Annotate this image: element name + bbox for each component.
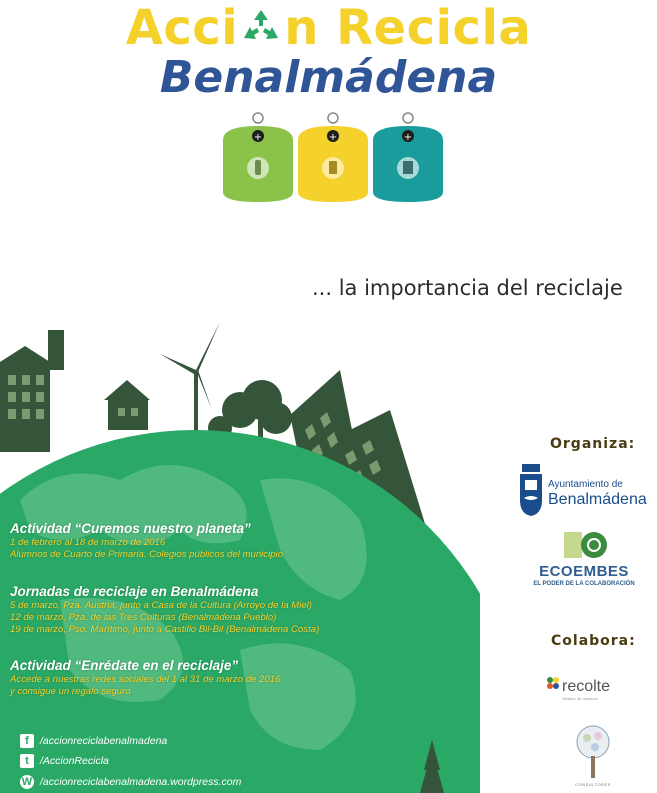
yellow-bin-icon bbox=[298, 113, 368, 202]
coat-of-arms-icon bbox=[518, 464, 544, 516]
consultores-logo: CONSULTORES bbox=[568, 724, 618, 790]
colabora-label: Colabora: bbox=[551, 633, 636, 649]
svg-text:+: + bbox=[253, 132, 263, 143]
facebook-link[interactable]: f /accionreciclabenalmadena bbox=[20, 734, 167, 748]
recycling-bins bbox=[218, 110, 448, 210]
subtitle: ... la importancia del reciclaje bbox=[312, 276, 623, 300]
facebook-icon: f bbox=[20, 734, 34, 748]
recycle-icon bbox=[238, 4, 284, 50]
wordpress-link[interactable]: W /accionreciclabenalmadena.wordpress.com bbox=[21, 776, 242, 788]
activity-2: Jornadas de reciclaje en Benalmádena 5 de marzo, Pza. Austria, junto a Casa de la Cultura (Arroyo de la Miel) 12 de marzo, Pza. de las Tres Culturas (Benalmádena Pueblo) 19 de marzo, Pso. Marítimo, junto a Castillo Bil-Bil (Benalmádena Costa) bbox=[10, 584, 320, 635]
title-accion-recicla: Acci n Recicla bbox=[125, 0, 532, 56]
svg-text:+: + bbox=[328, 132, 338, 143]
twitter-link[interactable]: t /AccionRecicla bbox=[20, 754, 109, 768]
activity-3: Actividad “Enrédate en el reciclaje” Accede a nuestras redes sociales del 1 al 31 de marzo de 2016 y consigue un regalo seguro bbox=[10, 658, 281, 697]
ecoembes-icon bbox=[564, 530, 608, 562]
svg-text:+: + bbox=[403, 132, 413, 143]
twitter-icon: t bbox=[20, 754, 34, 768]
tree-logo-icon bbox=[573, 724, 613, 780]
teal-bin-icon bbox=[373, 113, 443, 202]
activity-1: Actividad “Curemos nuestro planeta” 1 de febrero al 18 de marzo de 2016 Alumnos de Cuarto de Primaria. Colegios públicos del municipio bbox=[10, 521, 284, 560]
ayuntamiento-logo: Ayuntamiento de Benalmádena bbox=[518, 464, 648, 520]
recolte-logo: recolte Gestión de residuos bbox=[546, 676, 636, 702]
recolte-icon bbox=[546, 676, 560, 690]
ecoembes-logo: ECOEMBES EL PODER DE LA COLABORACIÓN bbox=[524, 530, 644, 595]
organiza-label: Organiza: bbox=[550, 436, 636, 452]
wordpress-icon: W bbox=[21, 776, 33, 788]
title-benalmadena: Benalmádena bbox=[159, 52, 498, 103]
green-bin-icon bbox=[223, 113, 293, 202]
